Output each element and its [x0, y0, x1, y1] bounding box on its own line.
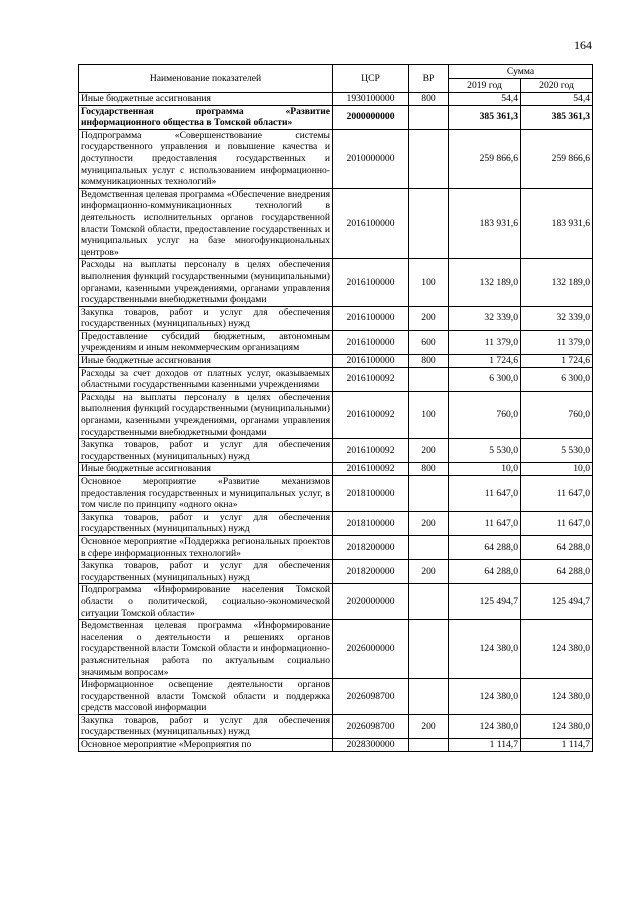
- row-csr: 2026098700: [333, 679, 409, 715]
- row-vr: [409, 105, 449, 129]
- row-sum-2020: 124 380,0: [521, 620, 593, 679]
- row-sum-2019: 1 114,7: [449, 739, 521, 752]
- row-vr: 600: [409, 330, 449, 354]
- row-name: Основное мероприятие «Мероприятия по: [79, 739, 333, 752]
- row-sum-2019: 385 361,3: [449, 105, 521, 129]
- row-name: Закупка товаров, работ и услуг для обеспечения государственных (муниципальных) нужд: [79, 439, 333, 463]
- row-sum-2019: 124 380,0: [449, 714, 521, 738]
- row-sum-2019: 760,0: [449, 391, 521, 438]
- table-row: [79, 306, 593, 330]
- row-sum-2020: 11 379,0: [521, 330, 593, 354]
- row-sum-2020: 125 494,7: [521, 584, 593, 620]
- table-row: [79, 560, 593, 584]
- row-sum-2019: 132 189,0: [449, 259, 521, 306]
- table-row: [79, 679, 593, 715]
- table-row: [79, 620, 593, 679]
- row-sum-2019: 64 288,0: [449, 560, 521, 584]
- row-name: Предоставление субсидий бюджетным, автономным учреждениям и иным некоммерческим организациям: [79, 330, 333, 354]
- row-vr: [409, 188, 449, 259]
- row-vr: [409, 739, 449, 752]
- row-name: Иные бюджетные ассигнования: [79, 355, 333, 368]
- row-sum-2019: 11 379,0: [449, 330, 521, 354]
- row-name: Закупка товаров, работ и услуг для обеспечения государственных (муниципальных) нужд: [79, 511, 333, 535]
- table-row: [79, 330, 593, 354]
- row-vr: 800: [409, 463, 449, 476]
- table-body: [79, 93, 593, 752]
- row-csr: 2000000000: [333, 105, 409, 129]
- header-row: [79, 65, 593, 79]
- row-csr: 2018100000: [333, 511, 409, 535]
- row-sum-2019: 259 866,6: [449, 129, 521, 188]
- row-name: Основное мероприятие «Поддержка региональных проектов в сфере информационных технологий»: [79, 535, 333, 559]
- row-vr: 200: [409, 714, 449, 738]
- row-sum-2020: 64 288,0: [521, 535, 593, 559]
- row-csr: 2018200000: [333, 535, 409, 559]
- row-csr: 2016100092: [333, 439, 409, 463]
- table-row: [79, 129, 593, 188]
- table-row: [79, 391, 593, 438]
- row-sum-2019: 125 494,7: [449, 584, 521, 620]
- table-row: [79, 367, 593, 391]
- row-name: Расходы на выплаты персоналу в целях обеспечения выполнения функций государственными (муниципальными) органами, казенными учреждениями, органами управления государственными внебюджетными фондами: [79, 259, 333, 306]
- row-name: Иные бюджетные ассигнования: [79, 93, 333, 106]
- row-vr: [409, 535, 449, 559]
- table-row: [79, 93, 593, 106]
- table-row: [79, 739, 593, 752]
- table-row: [79, 355, 593, 368]
- table-row: [79, 259, 593, 306]
- row-sum-2020: 183 931,6: [521, 188, 593, 259]
- row-sum-2020: 32 339,0: [521, 306, 593, 330]
- row-csr: 2018200000: [333, 560, 409, 584]
- row-csr: 2016100092: [333, 367, 409, 391]
- row-sum-2020: 54,4: [521, 93, 593, 106]
- row-name: Ведомственная целевая программа «Обеспечение внедрения информационно-коммуникационных технологий в деятельность исполнительных органов государственной власти Томской области, предоставление государственных и муниципальных услуг на базе многофункциональных центров»: [79, 188, 333, 259]
- row-sum-2019: 64 288,0: [449, 535, 521, 559]
- row-csr: 1930100000: [333, 93, 409, 106]
- row-sum-2020: 1 114,7: [521, 739, 593, 752]
- row-name: Закупка товаров, работ и услуг для обеспечения государственных (муниципальных) нужд: [79, 560, 333, 584]
- row-sum-2019: 6 300,0: [449, 367, 521, 391]
- header-sum: Сумма: [449, 65, 593, 79]
- row-vr: [409, 367, 449, 391]
- row-vr: [409, 476, 449, 512]
- table-row: [79, 463, 593, 476]
- row-sum-2020: 5 530,0: [521, 439, 593, 463]
- row-vr: [409, 679, 449, 715]
- row-sum-2019: 5 530,0: [449, 439, 521, 463]
- page-number: 164: [574, 38, 592, 52]
- row-name: Государственная программа «Развитие информационного общества в Томской области»: [79, 105, 333, 129]
- row-csr: 2016100000: [333, 306, 409, 330]
- header-vr: ВР: [409, 65, 449, 93]
- row-sum-2020: 11 647,0: [521, 511, 593, 535]
- row-csr: 2016100092: [333, 463, 409, 476]
- row-sum-2019: 32 339,0: [449, 306, 521, 330]
- row-sum-2020: 6 300,0: [521, 367, 593, 391]
- row-name: Иные бюджетные ассигнования: [79, 463, 333, 476]
- row-csr: 2010000000: [333, 129, 409, 188]
- row-csr: 2028300000: [333, 739, 409, 752]
- row-name: Основное мероприятие «Развитие механизмов предоставления государственных и муниципальных услуг, в том числе по принципу «одного окна»: [79, 476, 333, 512]
- row-sum-2020: 64 288,0: [521, 560, 593, 584]
- row-sum-2020: 760,0: [521, 391, 593, 438]
- row-sum-2020: 1 724,6: [521, 355, 593, 368]
- row-sum-2020: 11 647,0: [521, 476, 593, 512]
- budget-table: [78, 64, 593, 752]
- row-vr: [409, 584, 449, 620]
- row-name: Расходы на выплаты персоналу в целях обеспечения выполнения функций государственными (муниципальными) органами, казенными учреждениями, органами управления государственными внебюджетными фондами: [79, 391, 333, 438]
- row-vr: 200: [409, 439, 449, 463]
- table-row: [79, 584, 593, 620]
- header-csr: ЦСР: [333, 65, 409, 93]
- row-name: Расходы за счет доходов от платных услуг, оказываемых областными государственными казенными учреждениями: [79, 367, 333, 391]
- row-vr: [409, 620, 449, 679]
- table-row: [79, 476, 593, 512]
- row-sum-2019: 183 931,6: [449, 188, 521, 259]
- row-csr: 2016100000: [333, 259, 409, 306]
- row-vr: 200: [409, 306, 449, 330]
- row-sum-2019: 124 380,0: [449, 679, 521, 715]
- row-sum-2020: 385 361,3: [521, 105, 593, 129]
- row-vr: 100: [409, 391, 449, 438]
- row-csr: 2018100000: [333, 476, 409, 512]
- row-name: Ведомственная целевая программа «Информирование населения о деятельности и решениях органов государственной власти Томской области и информационно-разъяснительная работа по актуальным социально значимым вопросам»: [79, 620, 333, 679]
- table-row: [79, 511, 593, 535]
- header-year-2020: 2020 год: [521, 79, 593, 93]
- row-sum-2020: 132 189,0: [521, 259, 593, 306]
- row-csr: 2020000000: [333, 584, 409, 620]
- row-vr: 800: [409, 355, 449, 368]
- row-vr: 200: [409, 560, 449, 584]
- row-name: Подпрограмма «Совершенствование системы государственного управления и повышение качества и доступности предоставления государственных и муниципальных услуг с использованием информационно-коммуникационных технологий»: [79, 129, 333, 188]
- table-row: [79, 714, 593, 738]
- row-name: Закупка товаров, работ и услуг для обеспечения государственных (муниципальных) нужд: [79, 306, 333, 330]
- header-name: Наименование показателей: [79, 65, 333, 93]
- row-vr: [409, 129, 449, 188]
- row-vr: 200: [409, 511, 449, 535]
- table-row: [79, 188, 593, 259]
- row-csr: 2016100000: [333, 355, 409, 368]
- row-sum-2020: 124 380,0: [521, 714, 593, 738]
- table-row: [79, 105, 593, 129]
- row-csr: 2016100000: [333, 330, 409, 354]
- row-csr: 2016100092: [333, 391, 409, 438]
- row-csr: 2026000000: [333, 620, 409, 679]
- row-sum-2019: 1 724,6: [449, 355, 521, 368]
- row-name: Закупка товаров, работ и услуг для обеспечения государственных (муниципальных) нужд: [79, 714, 333, 738]
- row-sum-2019: 54,4: [449, 93, 521, 106]
- row-csr: 2026098700: [333, 714, 409, 738]
- row-name: Информационное освещение деятельности органов государственной власти Томской области и поддержка средств массовой информации: [79, 679, 333, 715]
- row-vr: 100: [409, 259, 449, 306]
- table-row: [79, 439, 593, 463]
- row-sum-2020: 10,0: [521, 463, 593, 476]
- row-sum-2019: 10,0: [449, 463, 521, 476]
- row-sum-2019: 11 647,0: [449, 511, 521, 535]
- row-sum-2020: 259 866,6: [521, 129, 593, 188]
- table-row: [79, 535, 593, 559]
- row-sum-2020: 124 380,0: [521, 679, 593, 715]
- header-year-2019: 2019 год: [449, 79, 521, 93]
- row-name: Подпрограмма «Информирование населения Томской области о политической, социально-экономической ситуации Томской области»: [79, 584, 333, 620]
- row-sum-2019: 11 647,0: [449, 476, 521, 512]
- row-vr: 800: [409, 93, 449, 106]
- row-csr: 2016100000: [333, 188, 409, 259]
- row-sum-2019: 124 380,0: [449, 620, 521, 679]
